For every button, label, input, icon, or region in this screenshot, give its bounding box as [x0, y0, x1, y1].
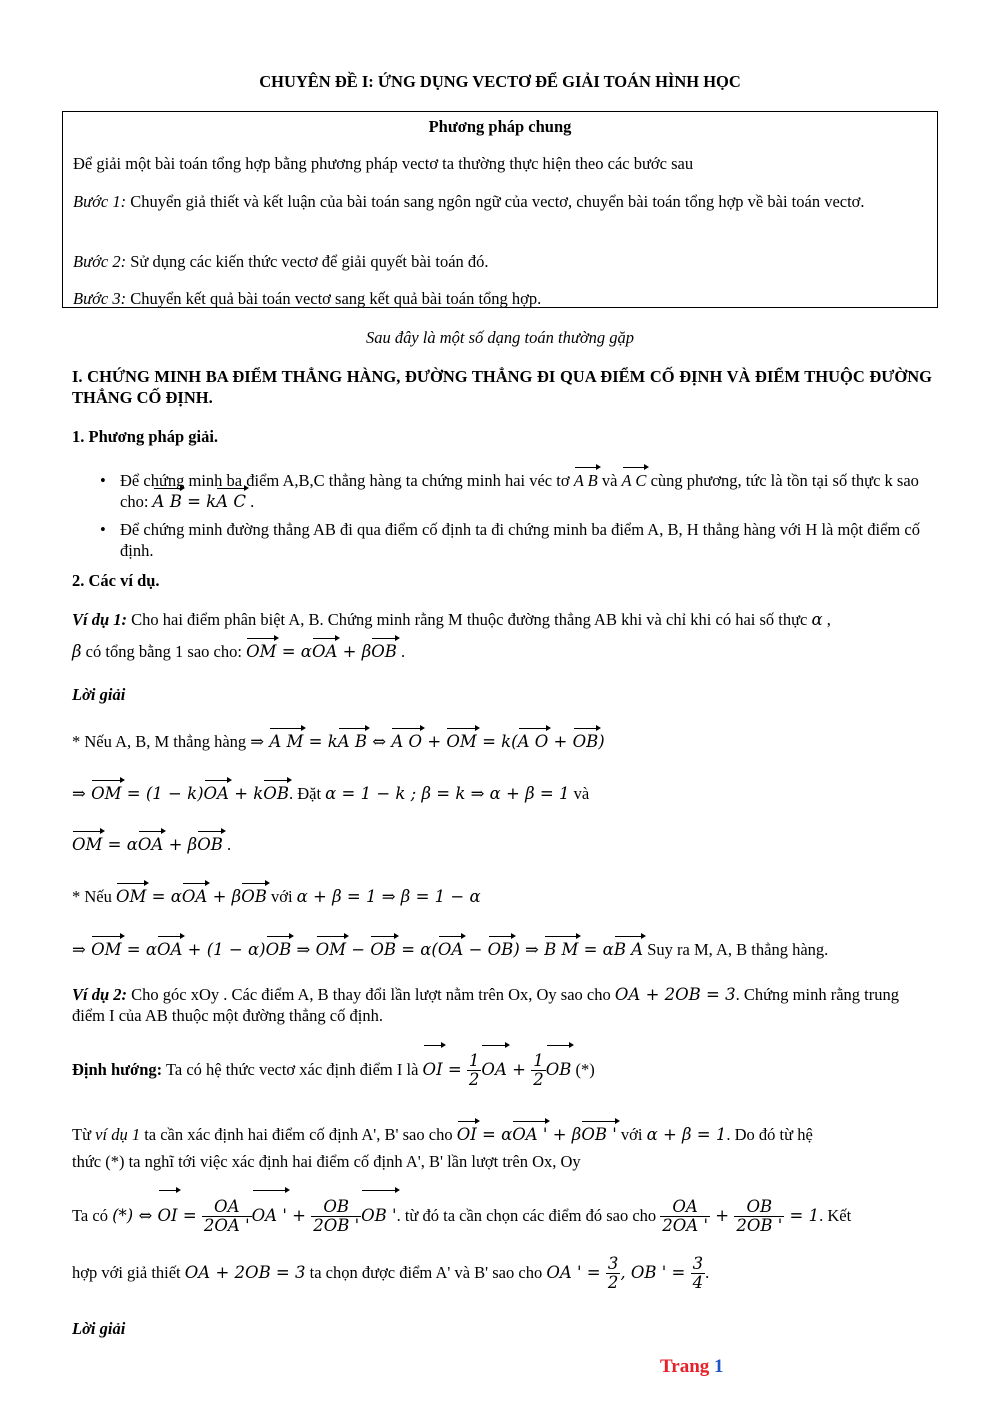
solution-line-5: ⇒ OM = αOA + (1 − α)OB ⇒ OM − OB = α(OA − OB) ⇒ B M = αB A Suy ra M, A, B thẳng hàng. — [72, 940, 829, 959]
solution-heading-2: Lời giải — [72, 1319, 126, 1338]
section-heading: I. CHỨNG MINH BA ĐIỂM THẲNG HÀNG, ĐƯỜNG THẲNG ĐI QUA ĐIỂM CỐ ĐỊNH VÀ ĐIỂM THUỘC ĐƯỜNG THẲNG CỐ ĐỊNH. — [72, 367, 932, 407]
solution-line-1: * Nếu A, B, M thẳng hàng ⇒ A M = kA B ⇔ A O + OM = k(A O + OB) — [72, 732, 605, 751]
list-item: • Để chứng minh ba điểm A,B,C thẳng hàng ta chứng minh hai véc tơ A B và A C cùng phương, tức là tồn tại số thực k sao cho: A B = kA C . — [100, 470, 930, 512]
solution-line-2: ⇒ OM = (1 − k)OA + kOB. Đặt α = 1 − k ; β = k ⇒ α + β = 1 và — [72, 784, 590, 803]
example-1-line-1: Ví dụ 1: Cho hai điểm phân biệt A, B. Chứng minh rằng M thuộc đường thẳng AB khi và chỉ khi có hai số thực α , — [72, 610, 831, 629]
solution-heading: Lời giải — [72, 685, 126, 704]
vector-ab: A B — [573, 471, 598, 490]
example-2: Ví dụ 2: Cho góc xOy . Các điểm A, B thay đổi lần lượt nằm trên Ox, Oy sao cho OA + 2OB = 3. Chứng minh rằng trung điểm I của AB thuộc một đường thẳng cố định. — [72, 985, 899, 1025]
method-box — [62, 111, 938, 308]
method-intro: Để giải một bài toán tổng hợp bằng phương pháp vectơ ta thường thực hiện theo các bước sau — [73, 154, 694, 173]
derivation-line: Ta có (*) ⇔ OI = $\frac{OA}{2OA '}$ OA ' + $\frac{OB}{2OB '}$ OB '. từ đó ta cần chọn các điểm đó sao cho $\frac{OA}{2OA '}$ + $\frac{OB}{2OB '}$ = 1. Kết — [72, 1193, 932, 1239]
step-2: Bước 2: Sử dụng các kiến thức vectơ để giải quyết bài toán đó. — [73, 252, 489, 271]
method-box-heading: Phương pháp chung — [428, 117, 572, 136]
method-heading: 1. Phương pháp giải. — [72, 427, 219, 446]
orientation-line: Định hướng: Ta có hệ thức vectơ xác định điểm I là OI = $\frac{1}{2}$ OA + $\frac{1}{2}$ OB (*) — [72, 1048, 932, 1092]
from-example-line-2: thức (*) ta nghĩ tới việc xác định hai điểm cố định A', B' lần lượt trên Ox, Oy — [72, 1152, 581, 1171]
method-list — [100, 470, 930, 561]
step-3: Bước 3: Chuyển kết quả bài toán vectơ sang kết quả bài toán tổng hợp. — [73, 289, 542, 308]
examples-heading: 2. Các ví dụ. — [72, 571, 160, 590]
document-title: CHUYÊN ĐỀ I: ỨNG DỤNG VECTƠ ĐỂ GIẢI TOÁN HÌNH HỌC — [259, 72, 741, 91]
page-number: Trang 1 — [660, 1356, 724, 1377]
choose-points-line: hợp với giả thiết OA + 2OB = 3 ta chọn được điểm A' và B' sao cho OA ' = $\frac{3}{2}$ , OB ' = $\frac{3}{4}$ . — [72, 1254, 710, 1292]
list-item: • Để chứng minh đường thẳng AB đi qua điểm cố định ta đi chứng minh ba điểm A, B, H thẳng hàng với H là một điểm cố định. — [100, 519, 930, 561]
formula-collinear: A B = kA C — [152, 492, 246, 511]
from-example-line-1: Từ ví dụ 1 ta cần xác định hai điểm cố định A', B' sao cho OI = αOA ' + βOB ' với α + β = 1. Do đó từ hệ — [72, 1125, 813, 1144]
vector-ac: A C — [621, 471, 647, 490]
example-1-line-2: β có tổng bằng 1 sao cho: OM = αOA + βOB . — [72, 642, 406, 661]
solution-line-3: OM = αOA + βOB . — [72, 835, 232, 854]
subtitle: Sau đây là một số dạng toán thường gặp — [365, 328, 635, 347]
solution-line-4: * Nếu OM = αOA + βOB với α + β = 1 ⇒ β = 1 − α — [72, 887, 481, 906]
step-1: Bước 1: Chuyển giả thiết và kết luận của bài toán sang ngôn ngữ của vectơ, chuyển bài toán tổng hợp về bài toán vectơ. — [73, 192, 865, 211]
